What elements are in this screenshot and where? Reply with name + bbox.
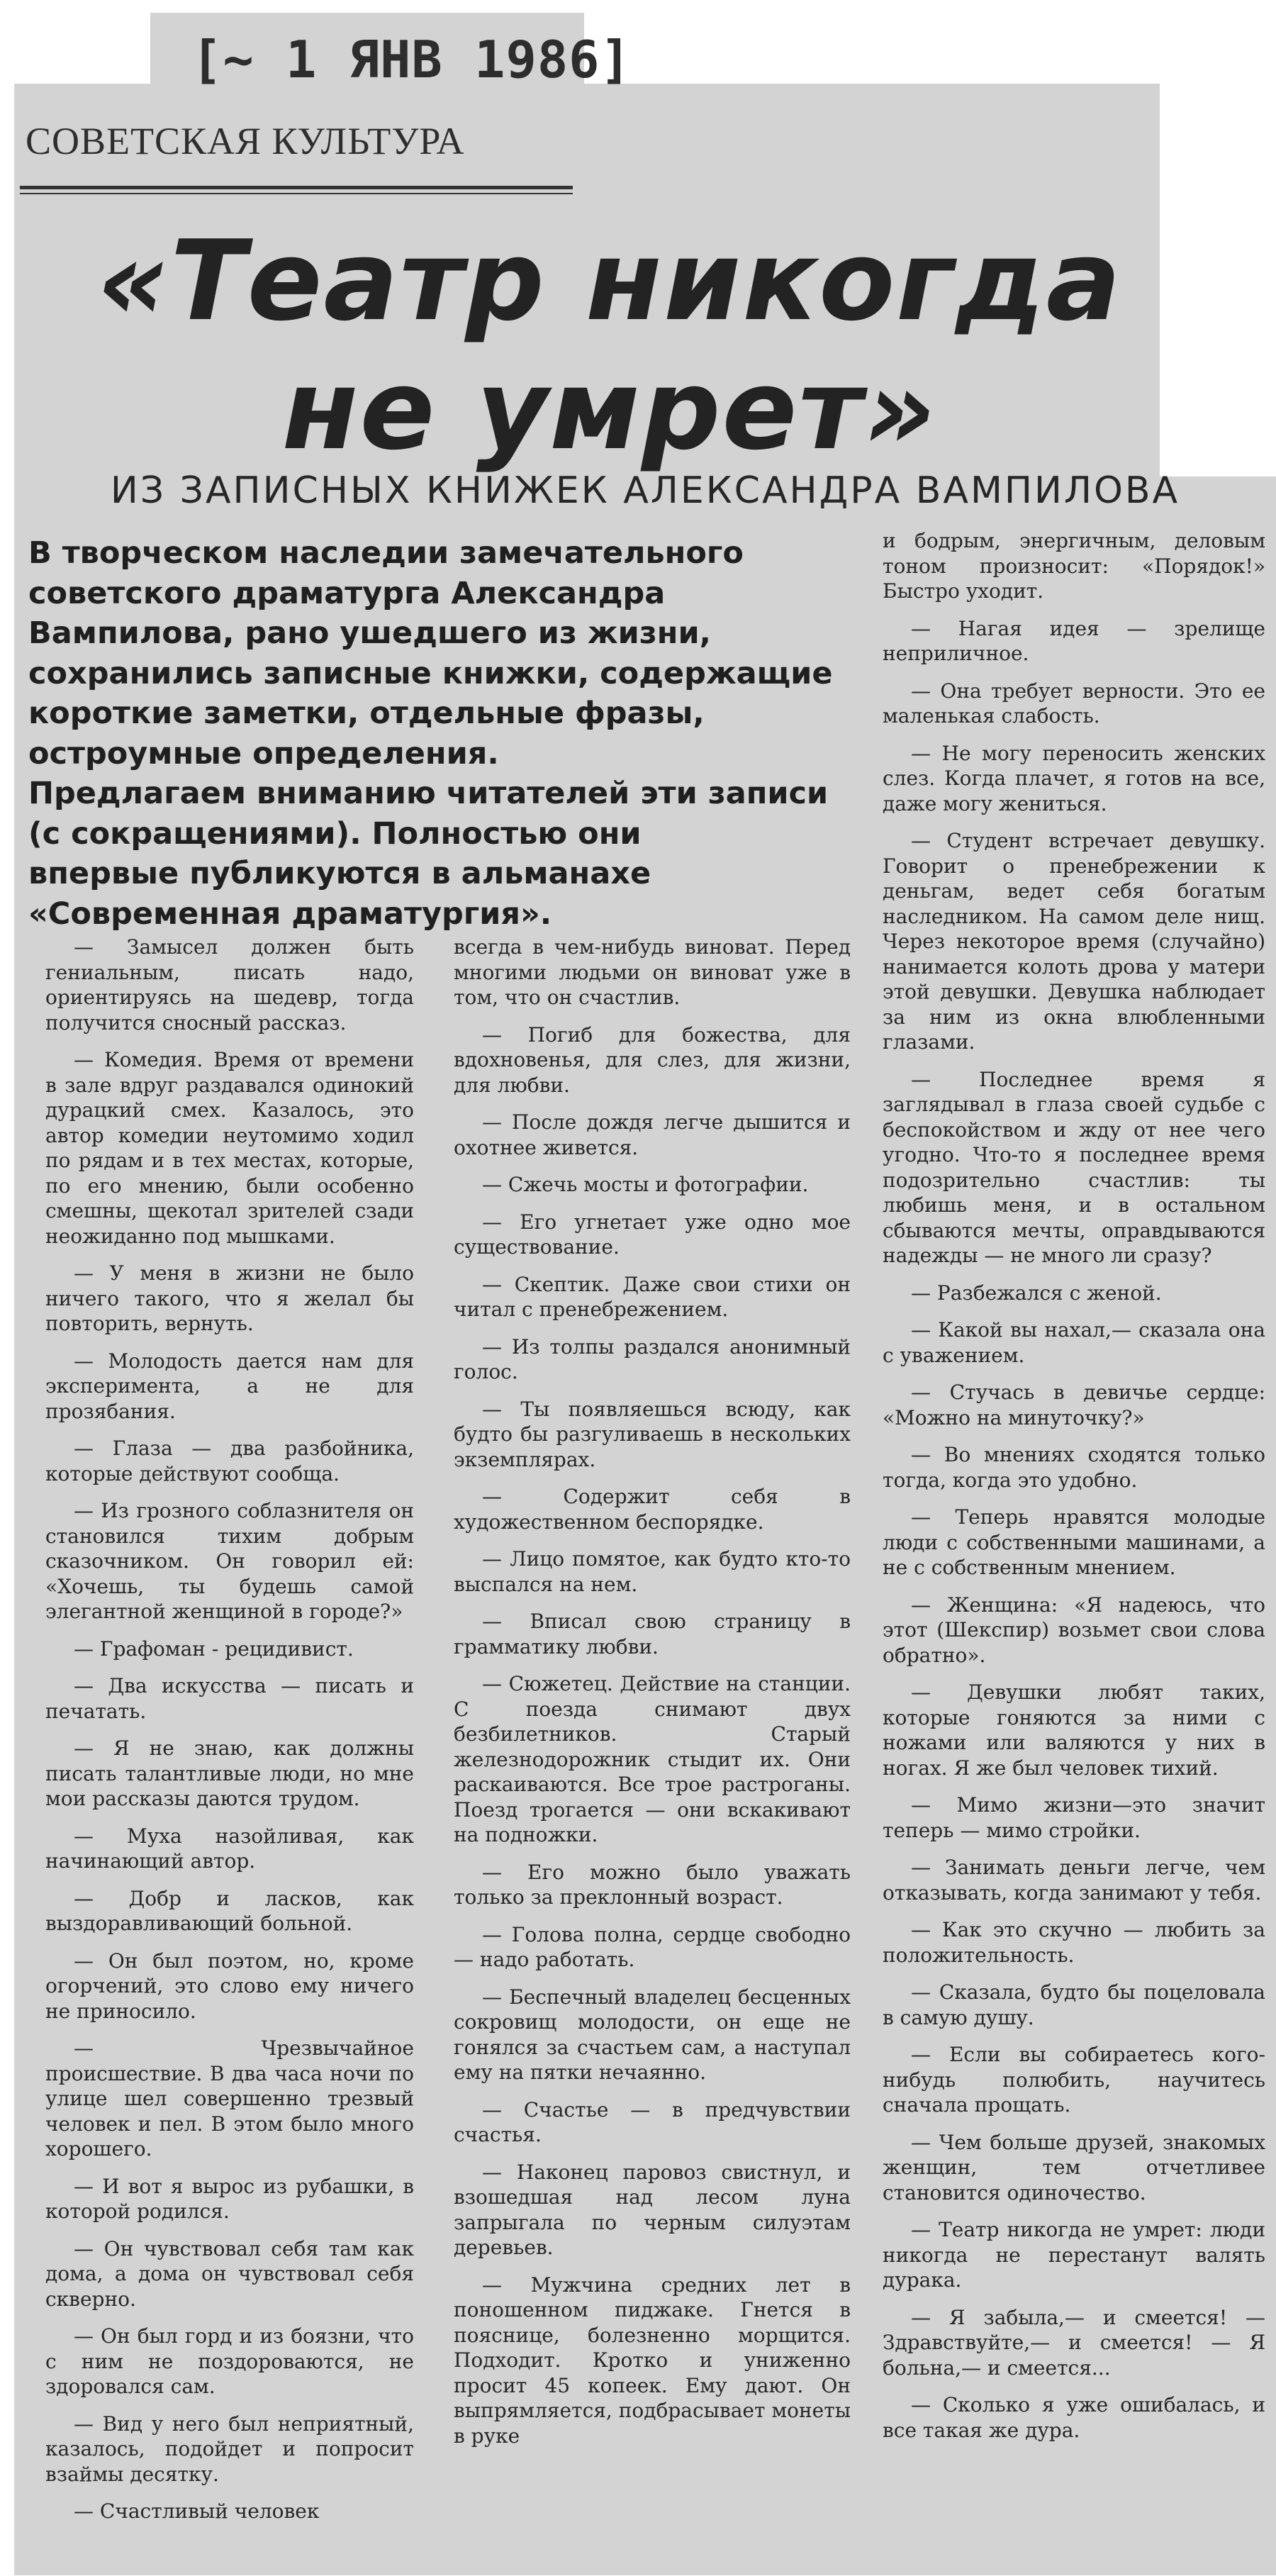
masthead-rule-thin [20,193,573,194]
note-item: — Сжечь мосты и фотографии. [482,1173,809,1196]
note-item: — Студент встречает девушку. Говорит о пренебрежении к деньгам, ведет себя богатым наследником. На самом деле нищ. Через некоторое время (случайно) нанимается колоть дрова у матери этой девушки. Девушка наблюдает за ним из окна влюбленными глазами. [883,829,1265,1054]
text-column-3 [883,528,1265,2455]
intro-line: Предлагаем вниманию читателей эти записи [28,776,829,811]
note-item: — Девушки любят таких, которые гоняются за ними с ножами или валяются у них в ногах. Я же был человек тихий. [883,1680,1265,1780]
note-item: — Добр и ласков, как выздоравливающий больной. [45,1886,414,1935]
note-item: — Глаза — два разбойника, которые действуют сообща. [45,1437,414,1485]
note-item: — Театр никогда не умрет: люди никогда не перестанут валять дурака. [883,2218,1265,2292]
note-item: — Сколько я уже ошибалась, и все такая же дура. [883,2393,1265,2442]
note-item: — Я не знаю, как должны писать талантливые люди, но мне мои рассказы даются трудом. [45,1736,414,1810]
note-item: — Она требует верности. Это ее маленькая слабость. [883,679,1265,727]
note-item: — Ты появляешься всюду, как будто бы разгуливаешь в нескольких экземплярах. [454,1397,851,1471]
intro-line: «Современная драматургия». [28,896,552,932]
note-item: — Сюжетец. Действие на станции. С поезда снимают двух безбилетников. Старый железнодорожник стыдит их. Они раскаиваются. Все трое растроганы. Поезд трогается — они вскакивают на подножки. [454,1672,851,1846]
note-item: — Голова полна, сердце свободно — надо работать. [454,1922,851,1971]
note-item: — Какой вы нахал,— сказала она с уважением. [883,1318,1265,1367]
note-item: — Мужчина средних лет в поношенном пиджаке. Гнется в пояснице, болезненно морщится. Подходит. Кротко и униженно просит 45 копеек. Ему дают. Он выпрямляется, подбрасывает монеты в руке [454,2273,851,2448]
note-item: — Я забыла,— и смеется! — Здравствуйте,— и смеется! — Я больна,— и смеется... [883,2305,1265,2380]
intro-line: сохранились записные книжки, содержащие [28,655,833,691]
note-item: — Занимать деньги легче, чем отказывать, когда занимают у тебя. [883,1856,1265,1905]
masthead-rule [20,186,573,189]
intro-line: короткие заметки, отдельные фразы, [28,696,705,731]
text-column-2 [454,935,851,2460]
note-item: — Разбежался с женой. [911,1281,1162,1305]
note-item: — Муха назойливая, как начинающий автор. [45,1824,414,1873]
note-item: — Чем больше друзей, знакомых женщин, тем отчетливее становится одиночество. [883,2130,1265,2204]
note-item: — Молодость дается нам для эксперимента, а не для прозябания. [45,1349,414,1423]
intro-paragraph [28,533,865,934]
note-item: — Его угнетает уже одно мое существование. [454,1210,851,1259]
note-item: всегда в чем-нибудь виноват. Перед многими людьми он виноват уже в том, что он счастлив. [454,935,851,1009]
text-column-1 [45,935,414,2536]
note-item: — Он был поэтом, но, кроме огорчений, это слово ему ничего не приносило. [45,1948,414,2023]
note-item: и бодрым, энергичным, деловым тоном произносит: «Порядок!» Быстро уходит. [883,529,1265,603]
note-item: — Наконец паровоз свистнул, и взошедшая над лесом луна запрыгала по черным силуэтам деревьев. [454,2160,851,2259]
note-item: — Как это скучно — любить за положительность. [883,1918,1265,1967]
note-item: — Счастье — в предчувствии счастья. [454,2097,851,2146]
note-item: — Не могу переносить женских слез. Когда плачет, я готов на все, даже могу жениться. [883,741,1265,815]
note-item: — Два искусства — писать и печатать. [45,1674,414,1723]
headline-line-2: не умрет» [281,345,938,474]
note-item: — Вид у него был неприятный, казалось, подойдет и попросит взаймы десятку. [45,2411,414,2486]
note-item: — Счастливый человек [74,2499,320,2523]
note-item: — Беспечный владелец бесценных сокровищ молодости, он еще не гонялся за счастьем сам, а наступал ему на пятки нечаянно. [454,1985,851,2084]
newspaper-masthead: СОВЕТСКАЯ КУЛЬТУРА [26,120,465,162]
subtitle: ИЗ ЗАПИСНЫХ КНИЖЕК АЛЕКСАНДРА ВАМПИЛОВА [110,469,1180,512]
note-item: — Лицо помятое, как будто кто-то выспался на нем. [454,1547,851,1596]
intro-line: остроумные определения. [28,735,499,771]
note-item: — У меня в жизни не было ничего такого, что я желал бы повторить, вернуть. [45,1261,414,1335]
note-item: — Чрезвычайное происшествие. В два часа ночи по улице шел совершенно трезвый человек и пел. В этом было много хорошего. [45,2036,414,2160]
note-item: — После дождя легче дышится и охотнее живется. [454,1110,851,1159]
note-item: — Мимо жизни—это значит теперь — мимо стройки. [883,1793,1265,1842]
date-stamp: [~ 1 ЯНВ 1986] [191,30,632,89]
note-item: — Последнее время я заглядывал в глаза своей судьбе с беспокойством и жду от нее чего угодно. Что-то я последнее время подозрительно счастлив: ты любишь меня, и в остальном сбываются мечты, оправдываются надежды — не много ли сразу? [883,1067,1265,1267]
note-item: — Он был горд и из боязни, что с ним не поздороваются, не здоровался сам. [45,2324,414,2398]
note-item: — Скептик. Даже свои стихи он читал с пренебрежением. [454,1272,851,1321]
note-item: — Из грозного соблазнителя он становился тихим добрым сказочником. Он говорил ей: «Хочешь, ты будешь самой элегантной женщиной в городе?» [45,1499,414,1623]
note-item: — Теперь нравятся молодые люди с собственными машинами, а не с собственным мнением. [883,1505,1265,1579]
note-item: — Погиб для божества, для вдохновенья, для слез, для жизни, для любви. [454,1022,851,1097]
note-item: — Он чувствовал себя там как дома, а дома он чувствовал себя скверно. [45,2236,414,2311]
note-item: — Во мнениях сходятся только тогда, когда это удобно. [883,1443,1265,1492]
note-item: — Сказала, будто бы поцеловала в самую душу. [883,1980,1265,2029]
intro-line: Вампилова, рано ушедшего из жизни, [28,615,711,651]
headline-line-1: «Театр никогда [96,216,1123,345]
note-item: — Нагая идея — зрелище неприличное. [883,616,1265,665]
note-item: — Замысел должен быть гениальным, писать надо, ориентируясь на шедевр, тогда получится сносный рассказ. [45,935,414,1035]
note-item: — И вот я вырос из рубашки, в которой родился. [45,2174,414,2223]
note-item: — Комедия. Время от времени в зале вдруг раздавался одинокий дурацкий смех. Казалось, это автор комедии неутомимо ходил по рядам и в тех местах, которые, по его мнению, были особенно смешны, щекотал зрителей сзади неожиданно под мышками. [45,1048,414,1248]
note-item: — Графоман - рецидивист. [74,1637,354,1661]
intro-line: впервые публикуются в альманахе [28,856,651,891]
note-item: — Вписал свою страницу в грамматику любви. [454,1610,851,1658]
note-item: — Если вы собираетесь кого-нибудь полюбить, научитесь сначала прощать. [883,2043,1265,2117]
intro-line: В творческом наследии замечательного [28,535,744,571]
note-item: — Содержит себя в художественном беспорядке. [454,1485,851,1534]
note-item: — Стучась в девичье сердце: «Можно на минуточку?» [883,1381,1265,1429]
intro-line: советского драматурга Александра [28,575,666,611]
intro-line: (с сокращениями). Полностью они [28,815,642,852]
note-item: — Из толпы раздался анонимный голос. [454,1334,851,1383]
note-item: — Его можно было уважать только за преклонный возраст. [454,1860,851,1909]
note-item: — Женщина: «Я надеюсь, что этот (Шекспир) возьмет свои слова обратно». [883,1593,1265,1667]
